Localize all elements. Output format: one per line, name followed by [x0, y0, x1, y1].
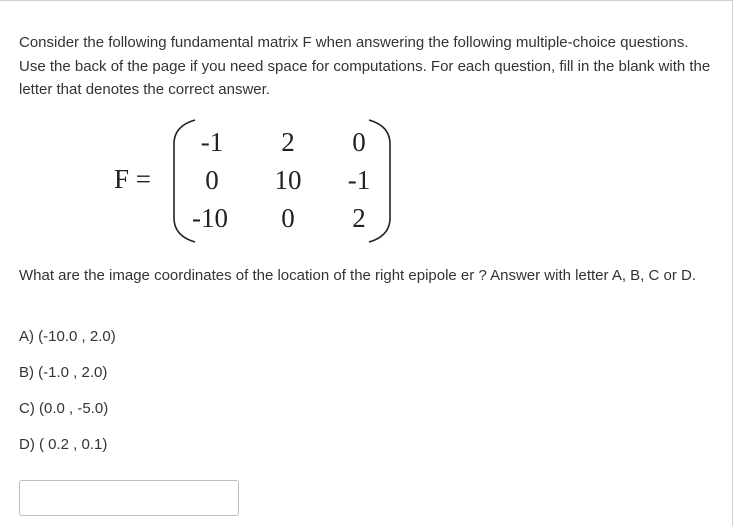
question-text: What are the image coordinates of the location of the right epipole er ? Answer with letter A, B, C or D. — [19, 267, 697, 284]
matrix-cell: -10 — [192, 203, 228, 233]
intro-paragraph: Consider the following fundamental matrix F when answering the following multiple-choice questions. Use the back of the page if you need space for computations. For each question, fill in the blank with the letter that denotes the correct answer. — [19, 34, 711, 98]
option-c: C) (0.0 , -5.0) — [19, 400, 109, 417]
option-a: A) (-10.0 , 2.0) — [19, 328, 116, 345]
option-d: D) ( 0.2 , 0.1) — [19, 436, 108, 453]
fundamental-matrix — [110, 118, 410, 246]
matrix-cell: 0 — [281, 203, 295, 233]
answer-input[interactable] — [19, 480, 239, 516]
option-b: B) (-1.0 , 2.0) — [19, 364, 108, 381]
matrix-cell: 2 — [352, 203, 366, 233]
matrix-cell: -1 — [347, 165, 371, 195]
matrix-cell: 2 — [281, 127, 295, 157]
matrix-cell: 10 — [274, 165, 302, 195]
matrix-cell: 0 — [352, 127, 366, 157]
matrix-cell: -1 — [200, 127, 224, 157]
matrix-label: F = — [114, 164, 151, 194]
matrix-cell: 0 — [205, 165, 219, 195]
